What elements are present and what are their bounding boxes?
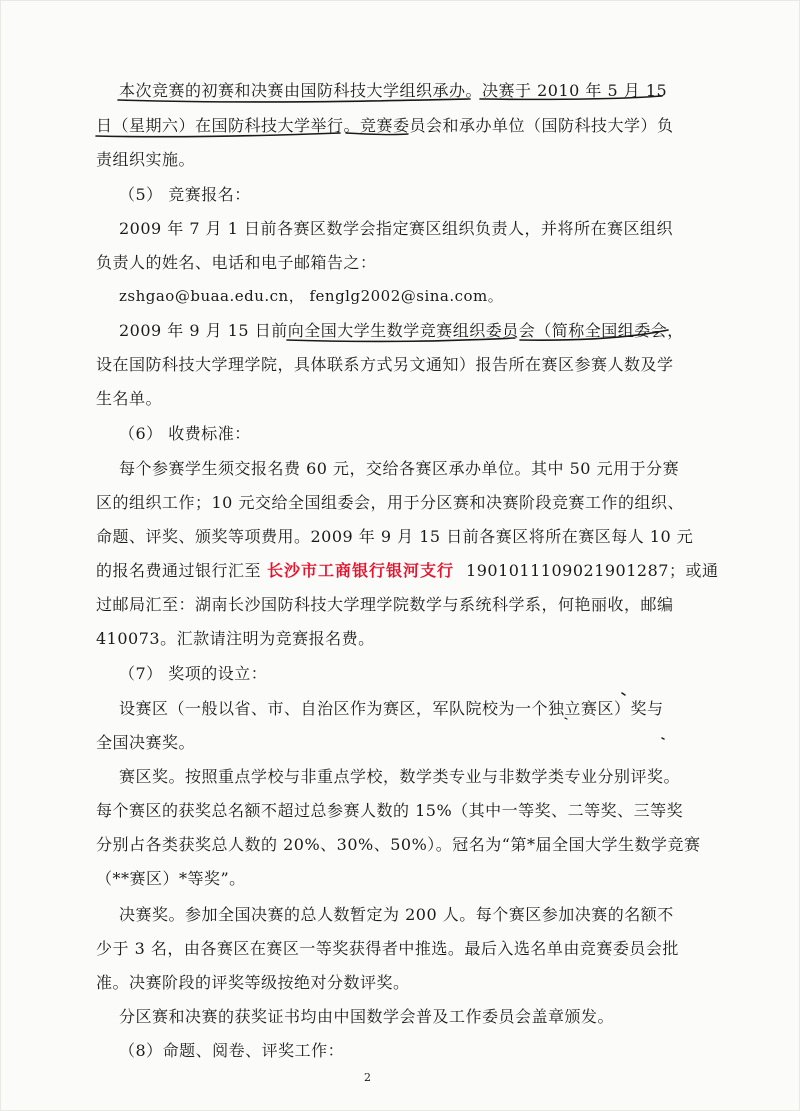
contact-emails: zshgao@buaa.edu.cn， fenglg2002@sina.com。 bbox=[119, 287, 504, 305]
p1-line-1: 本次竞赛的初赛和决赛由国防科技大学组织承办。决赛于 2010 年 5 月 15 bbox=[119, 81, 668, 100]
s5-line-4: 设在国防科技大学理学院，具体联系方式另文通知）报告所在赛区参赛人数及学 bbox=[96, 355, 674, 374]
s7-line-3: 赛区奖。按照重点学校与非重点学校，数学类专业与非数学类专业分别评奖。 bbox=[119, 767, 681, 786]
s7-line-9: 准。决赛阶段的评奖等级按绝对分数评奖。 bbox=[96, 973, 410, 992]
section-6-heading: （6） 收费标准： bbox=[119, 424, 251, 443]
s6-line-4-prefix: 的报名费通过银行汇至 bbox=[96, 561, 262, 580]
s7-line-1: 设赛区（一般以省、市、自治区作为赛区，军队院校为一个独立赛区）奖与 bbox=[119, 699, 664, 718]
section-7-heading: （7） 奖项的设立： bbox=[119, 664, 268, 683]
s7-line-2: 全国决赛奖。 bbox=[96, 733, 196, 752]
s5-line-2: 负责人的姓名、电话和电子邮箱告之： bbox=[96, 253, 377, 272]
s7-line-5: 分别占各类获奖总人数的 20%、30%、50%）。冠名为“第*届全国大学生数学竞赛 bbox=[96, 835, 701, 854]
s7-line-10: 分区赛和决赛的获奖证书均由中国数学会普及工作委员会盖章颁发。 bbox=[119, 1007, 615, 1026]
s7-line-4: 每个赛区的获奖总名额不超过总参赛人数的 15%（其中一等奖、二等奖、三等奖 bbox=[96, 801, 684, 820]
p1-line-2: 日（星期六）在国防科技大学举行。竞赛委员会和承办单位（国防科技大学）负 bbox=[96, 116, 674, 135]
s6-line-5: 过邮局汇至：湖南长沙国防科技大学理学院数学与系统科学系，何艳丽收，邮编 bbox=[96, 595, 674, 614]
s7-line-6: （**赛区）*等奖”。 bbox=[96, 869, 246, 888]
page-number: 2 bbox=[364, 1071, 372, 1084]
s5-line-5: 生名单。 bbox=[96, 389, 163, 408]
s7-line-7: 决赛奖。参加全国决赛的总人数暂定为 200 人。每个赛区参加决赛的名额不 bbox=[119, 905, 674, 924]
s5-line-1: 2009 年 7 月 1 日前各赛区数学会指定赛区组织负责人，并将所在赛区组织 bbox=[119, 219, 674, 238]
section-8-heading: （8）命题、阅卷、评奖工作： bbox=[119, 1041, 345, 1060]
s7-line-8: 少于 3 名，由各赛区在赛区一等奖获得者中推选。最后入选名单由竞赛委员会批 bbox=[96, 939, 679, 958]
s5-line-3: 2009 年 9 月 15 日前向全国大学生数学竞赛组织委员会（简称全国组委会， bbox=[119, 321, 684, 340]
p1-line-3: 责组织实施。 bbox=[96, 150, 196, 169]
bank-name-highlight: 长沙市工商银行银河支行 bbox=[267, 561, 455, 580]
s6-line-1: 每个参赛学生须交报名费 60 元，交给各赛区承办单位。其中 50 元用于分赛 bbox=[119, 459, 680, 478]
bank-account: 1901011109021901287；或通 bbox=[466, 561, 719, 580]
s6-line-6: 410073。汇款请注明为竞赛报名费。 bbox=[96, 629, 375, 648]
s6-line-3: 命题、评奖、颁奖等项费用。2009 年 9 月 15 日前各赛区将所在赛区每人 10 元 bbox=[96, 527, 694, 546]
s6-line-2: 区的组织工作；10 元交给全国组委会，用于分区赛和决赛阶段竞赛工作的组织、 bbox=[96, 493, 684, 512]
section-5-heading: （5） 竞赛报名： bbox=[119, 185, 251, 204]
